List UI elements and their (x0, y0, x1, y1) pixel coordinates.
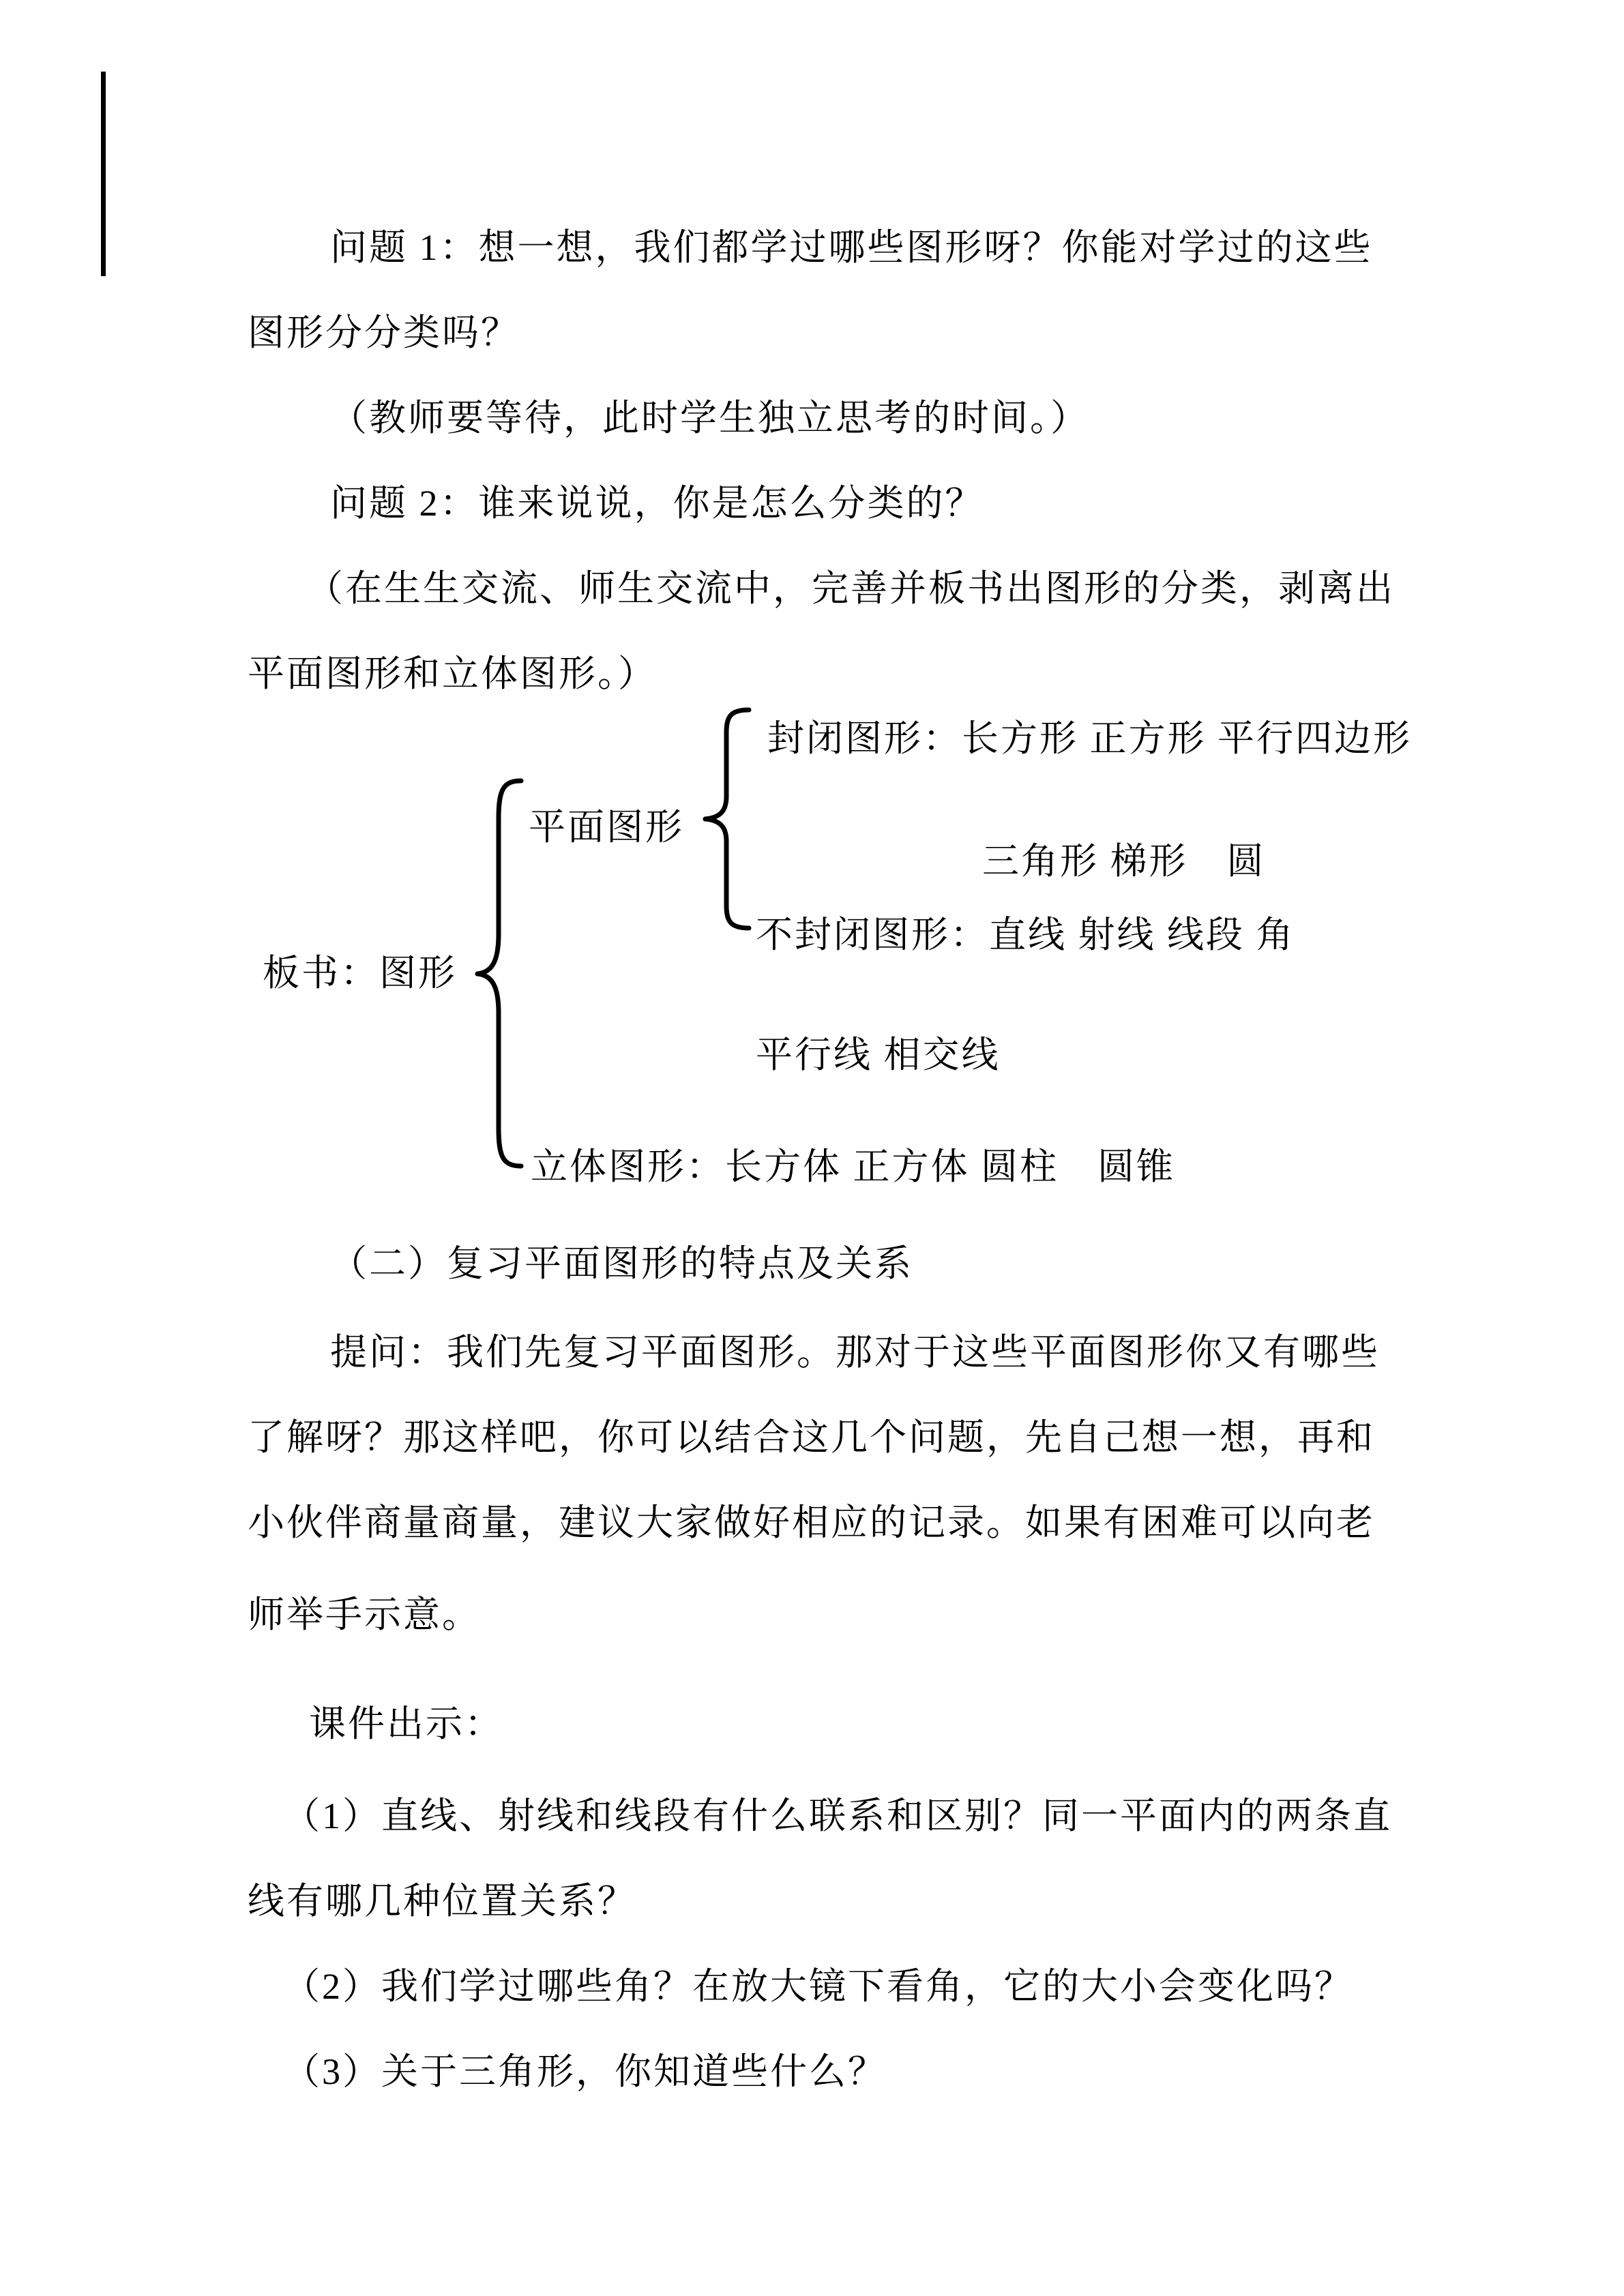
outer-brace (473, 777, 527, 1169)
diagram-solid-shapes: 立体图形：长方体 正方体 圆柱 圆锥 (531, 1146, 1175, 1187)
diagram-open-shapes-line1: 不封闭图形：直线 射线 线段 角 (756, 914, 1295, 955)
section2-para-line3: 小伙伴商量商量，建议大家做好相应的记录。如果有困难可以向老 (248, 1502, 1375, 1543)
teacher-note2-line1: （在生生交流、师生交流中，完善并板书出图形的分类，剥离出 (306, 568, 1395, 609)
teacher-note2-line2: 平面图形和立体图形。） (248, 653, 657, 694)
diagram-root-label: 板书：图形 (263, 953, 457, 994)
courseware-item3: （3）关于三角形，你知道些什么？ (283, 2051, 887, 2092)
question2: 问题 2：谁来说说，你是怎么分类的？ (330, 483, 984, 524)
section2-heading: （二）复习平面图形的特点及关系 (330, 1243, 913, 1284)
scan-artifact-line (101, 72, 106, 276)
section2-para-line4: 师举手示意。 (248, 1594, 481, 1635)
courseware-item1-line2: 线有哪几种位置关系？ (248, 1881, 636, 1922)
courseware-item2: （2）我们学过哪些角？在放大镜下看角，它的大小会变化吗？ (283, 1966, 1353, 2007)
diagram-plane-label: 平面图形 (529, 807, 684, 848)
diagram-closed-shapes-line1: 封闭图形：长方形 正方形 平行四边形 (767, 718, 1412, 759)
diagram-open-shapes-line2: 平行线 相交线 (756, 1034, 1001, 1075)
teacher-note1: （教师要等待，此时学生独立思考的时间。） (330, 398, 1089, 438)
question1-line1: 问题 1：想一想，我们都学过哪些图形呀？你能对学过的这些 (330, 227, 1373, 268)
inner-brace (701, 706, 754, 931)
section2-para-line1: 提问：我们先复习平面图形。那对于这些平面图形你又有哪些 (330, 1332, 1380, 1373)
courseware-label: 课件出示： (309, 1703, 503, 1744)
section2-para-line2: 了解呀？那这样吧，你可以结合这几个问题，先自己想一想，再和 (248, 1417, 1375, 1458)
courseware-item1-line1: （1）直线、射线和线段有什么联系和区别？同一平面内的两条直 (283, 1795, 1392, 1836)
diagram-closed-shapes-line2: 三角形 梯形 圆 (982, 841, 1266, 882)
question1-line2: 图形分分类吗？ (248, 312, 520, 353)
